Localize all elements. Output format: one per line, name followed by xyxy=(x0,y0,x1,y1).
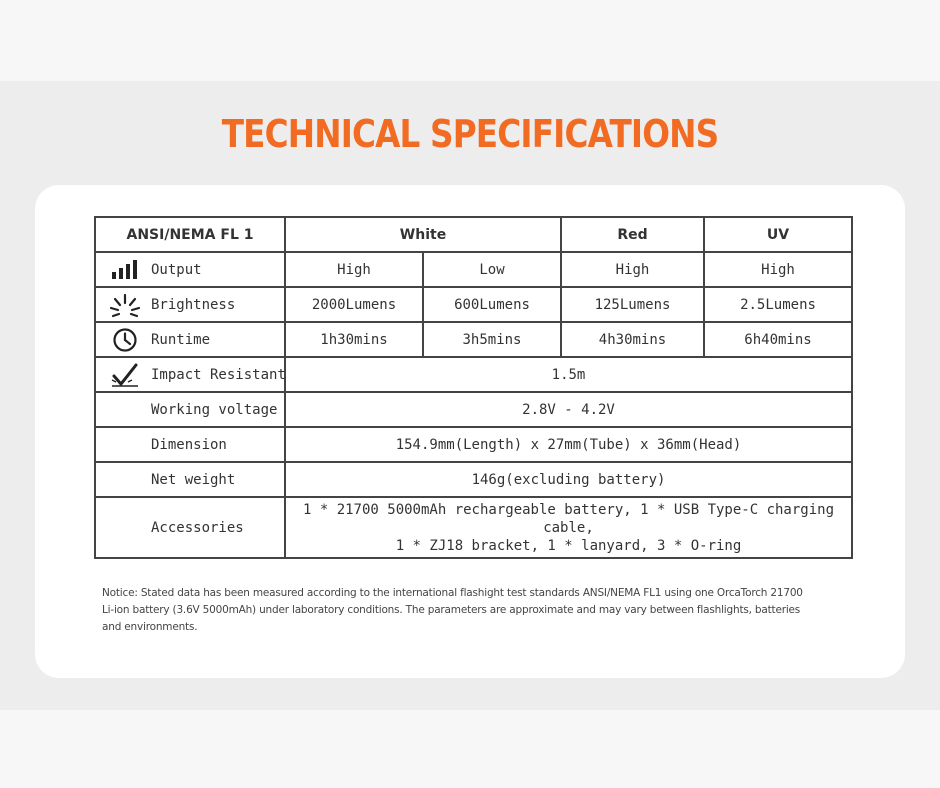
table-row-output xyxy=(95,252,852,287)
header-white: White xyxy=(285,217,561,252)
light-burst-icon xyxy=(108,292,142,318)
row-label-voltage xyxy=(95,392,285,427)
accessories-line-2: 1 * ZJ18 bracket, 1 * lanyard, 3 * O-ring xyxy=(395,537,742,554)
notice-line-2: Li-ion battery (3.6V 5000mAh) under laboratory conditions. The parameters are approximate and may vary between flashlights, batteries xyxy=(102,604,801,616)
brightness-label: Brightness xyxy=(151,296,236,313)
clock-icon xyxy=(108,327,142,353)
runtime-white-low: 3h5mins xyxy=(423,322,561,357)
table-row-impact xyxy=(95,357,852,392)
row-label-dimension xyxy=(95,427,285,462)
row-label-output xyxy=(95,252,285,287)
table-row-voltage xyxy=(95,392,852,427)
signal-bars-icon xyxy=(108,257,142,283)
output-white-low: Low xyxy=(423,252,561,287)
table-header-row xyxy=(95,217,852,252)
accessories-label: Accessories xyxy=(151,519,244,536)
weight-label: Net weight xyxy=(151,471,236,488)
spec-table xyxy=(94,216,853,559)
runtime-red: 4h30mins xyxy=(561,322,704,357)
table-row-accessories xyxy=(95,497,852,558)
voltage-label: Working voltage xyxy=(151,401,278,418)
header-uv: UV xyxy=(704,217,852,252)
row-label-runtime xyxy=(95,322,285,357)
table-row-brightness xyxy=(95,287,852,322)
row-label-brightness xyxy=(95,287,285,322)
output-white-high: High xyxy=(285,252,423,287)
weight-value: 146g(excluding battery) xyxy=(285,462,852,497)
runtime-label: Runtime xyxy=(151,331,211,348)
row-label-accessories xyxy=(95,497,285,558)
impact-label: Impact Resistant xyxy=(151,366,286,383)
table-row-dimension xyxy=(95,427,852,462)
impact-value: 1.5m xyxy=(285,357,852,392)
output-uv: High xyxy=(704,252,852,287)
dimension-value: 154.9mm(Length) x 27mm(Tube) x 36mm(Head) xyxy=(285,427,852,462)
voltage-value: 2.8V - 4.2V xyxy=(285,392,852,427)
dimension-label: Dimension xyxy=(151,436,227,453)
accessories-line-1: 1 * 21700 5000mAh rechargeable battery, 1 * USB Type-C charging cable, xyxy=(302,501,834,536)
brightness-uv: 2.5Lumens xyxy=(704,287,852,322)
accessories-value xyxy=(285,497,852,558)
table-row-weight xyxy=(95,462,852,497)
table-row-runtime xyxy=(95,322,852,357)
row-label-impact xyxy=(95,357,285,392)
row-label-weight xyxy=(95,462,285,497)
brightness-white-low: 600Lumens xyxy=(423,287,561,322)
page-title: TECHNICAL SPECIFICATIONS xyxy=(221,112,719,156)
brightness-white-high: 2000Lumens xyxy=(285,287,423,322)
output-red: High xyxy=(561,252,704,287)
notice-text xyxy=(102,585,842,636)
brightness-red: 125Lumens xyxy=(561,287,704,322)
runtime-white-high: 1h30mins xyxy=(285,322,423,357)
notice-line-1: Notice: Stated data has been measured according to the international flashight test standards ANSI/NEMA FL1 using one OrcaTorch 21700 xyxy=(102,587,803,599)
notice-line-3: and environments. xyxy=(102,621,198,633)
output-label: Output xyxy=(151,261,202,278)
impact-check-icon xyxy=(108,362,142,388)
header-red: Red xyxy=(561,217,704,252)
runtime-uv: 6h40mins xyxy=(704,322,852,357)
header-standard: ANSI/NEMA FL 1 xyxy=(95,217,285,252)
